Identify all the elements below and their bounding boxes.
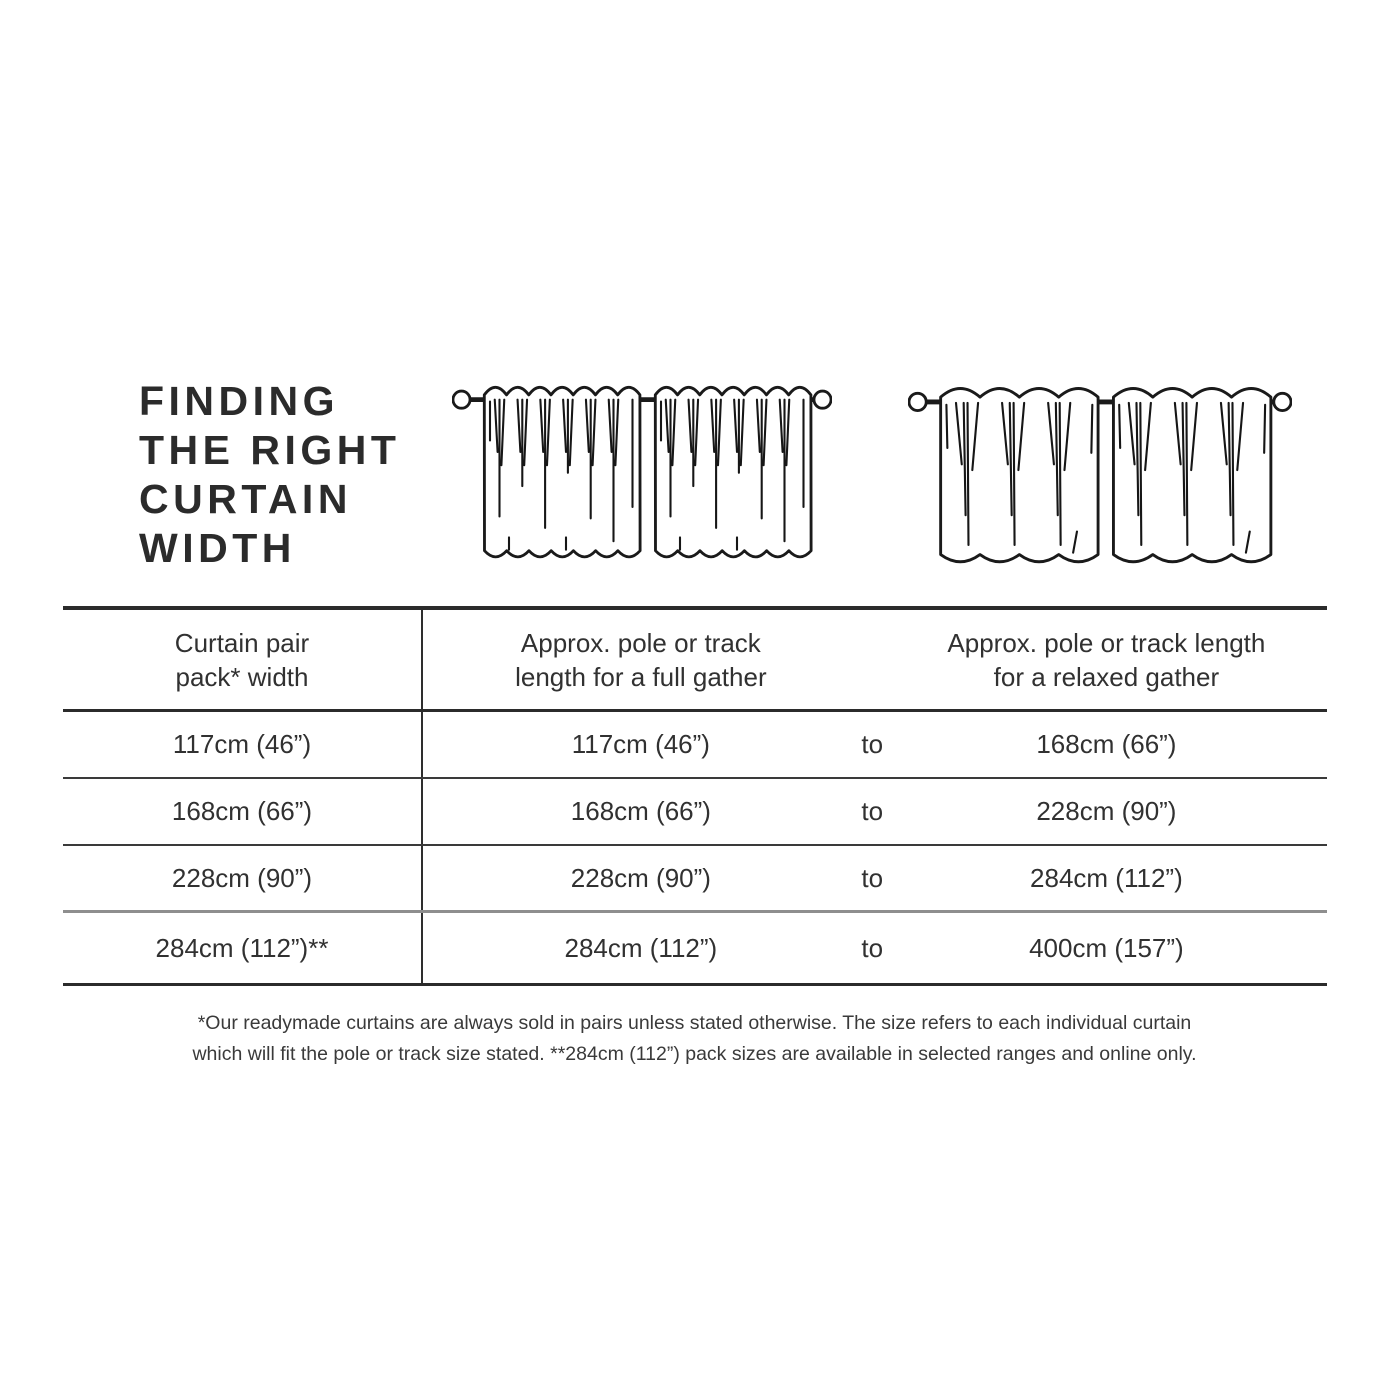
full-gather-cell: 168cm (66”) xyxy=(570,796,711,826)
footnote-line: which will fit the pole or track size stated. **284cm (112”) pack sizes are available in selected ranges and online only. xyxy=(192,1043,1197,1065)
table-row xyxy=(63,712,1327,779)
table-header-row xyxy=(63,610,1327,712)
to-label: to xyxy=(861,862,884,893)
pack-width-cell: 168cm (66”) xyxy=(63,779,423,844)
finial-right-icon xyxy=(814,391,831,408)
pack-width-cell: 117cm (46”) xyxy=(63,712,423,777)
header-curtain-pair-pack-width: Curtain pair pack* width xyxy=(63,610,423,709)
header-relaxed-gather: Approx. pole or track length for a relaxed gather xyxy=(947,627,1266,692)
pack-width-cell: 284cm (112”)** xyxy=(63,913,423,983)
finial-right-icon xyxy=(1274,393,1291,410)
full-gather-cell: 284cm (112”) xyxy=(564,932,718,963)
relaxed-gather-cell: 228cm (90”) xyxy=(1036,796,1177,826)
curtain-panel-right xyxy=(1113,388,1270,561)
finial-left-icon xyxy=(909,393,926,410)
page-title xyxy=(139,377,400,573)
relaxed-gather-cell: 168cm (66”) xyxy=(1036,729,1177,759)
title-line: FINDING xyxy=(139,378,340,424)
footnote xyxy=(0,1008,1389,1070)
curtains-full-gather-illustration xyxy=(452,374,832,574)
relaxed-gather-cell: 284cm (112”) xyxy=(1030,862,1183,893)
curtain-panel-left xyxy=(941,388,1098,561)
table-row xyxy=(63,846,1327,913)
title-line: CURTAIN xyxy=(139,476,352,522)
to-label: to xyxy=(861,932,884,963)
table-row xyxy=(63,779,1327,846)
footnote-line: *Our readymade curtains are always sold in pairs unless stated otherwise. The size refers to each individual curtain xyxy=(197,1012,1192,1034)
curtain-panel-right xyxy=(655,387,811,557)
curtains-relaxed-gather-illustration xyxy=(908,376,1292,578)
to-label: to xyxy=(861,796,884,826)
full-gather-cell: 117cm (46”) xyxy=(571,729,710,759)
curtain-width-table xyxy=(63,606,1327,986)
header-full-gather: Approx. pole or track length for a full gather xyxy=(515,627,767,692)
full-gather-cell: 228cm (90”) xyxy=(570,862,711,893)
finial-left-icon xyxy=(453,391,470,408)
table-row xyxy=(63,913,1327,983)
title-line: WIDTH xyxy=(139,525,296,571)
to-label: to xyxy=(861,729,884,759)
header-spacer xyxy=(859,610,886,709)
curtain-panel-left xyxy=(484,387,640,557)
title-line: THE RIGHT xyxy=(139,427,401,473)
relaxed-gather-cell: 400cm (157”) xyxy=(1029,932,1184,963)
pack-width-cell: 228cm (90”) xyxy=(63,846,423,910)
